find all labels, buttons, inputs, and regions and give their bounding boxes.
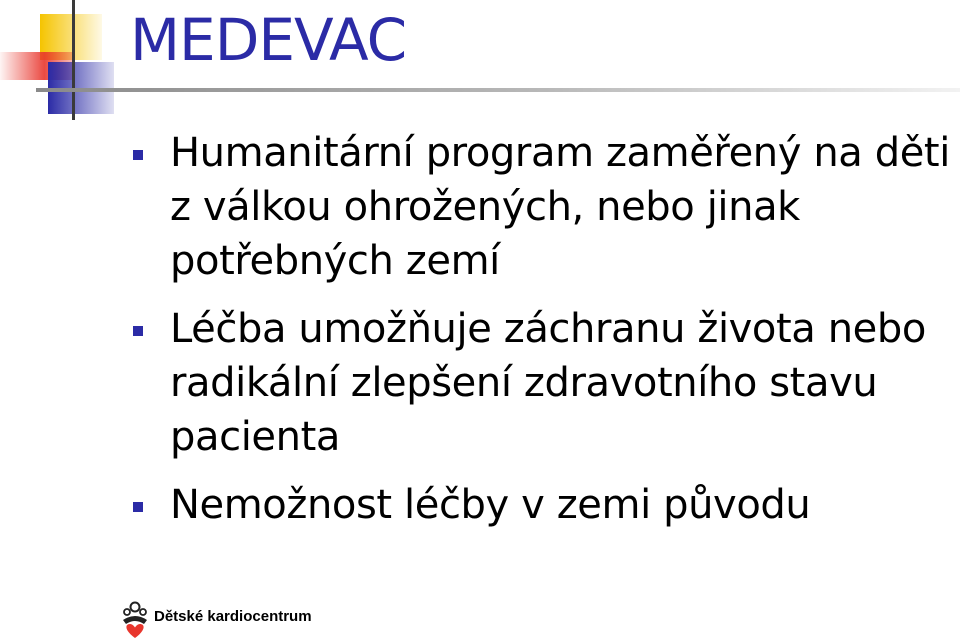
title-underline xyxy=(36,88,960,92)
bullet-line: Nemožnost léčby v zemi původu xyxy=(170,482,811,528)
bullet-marker xyxy=(133,326,143,336)
bullet-line: potřebných zemí xyxy=(170,238,500,284)
slide-title: MEDEVAC xyxy=(130,6,407,74)
footer-organization: Dětské kardiocentrum xyxy=(154,608,312,625)
bullet-line: pacienta xyxy=(170,414,340,460)
heart-figures-logo-icon xyxy=(120,600,150,640)
bullet-line: Humanitární program zaměřený na děti xyxy=(170,130,950,176)
bullet-marker xyxy=(133,502,143,512)
corner-decoration xyxy=(0,0,140,125)
bullet-line: Léčba umožňuje záchranu života nebo xyxy=(170,306,926,352)
bullet-marker xyxy=(133,150,143,160)
bullet-line: z válkou ohrožených, nebo jinak xyxy=(170,184,800,230)
deco-vertical-line xyxy=(72,0,75,120)
bullet-line: radikální zlepšení zdravotního stavu xyxy=(170,360,878,406)
